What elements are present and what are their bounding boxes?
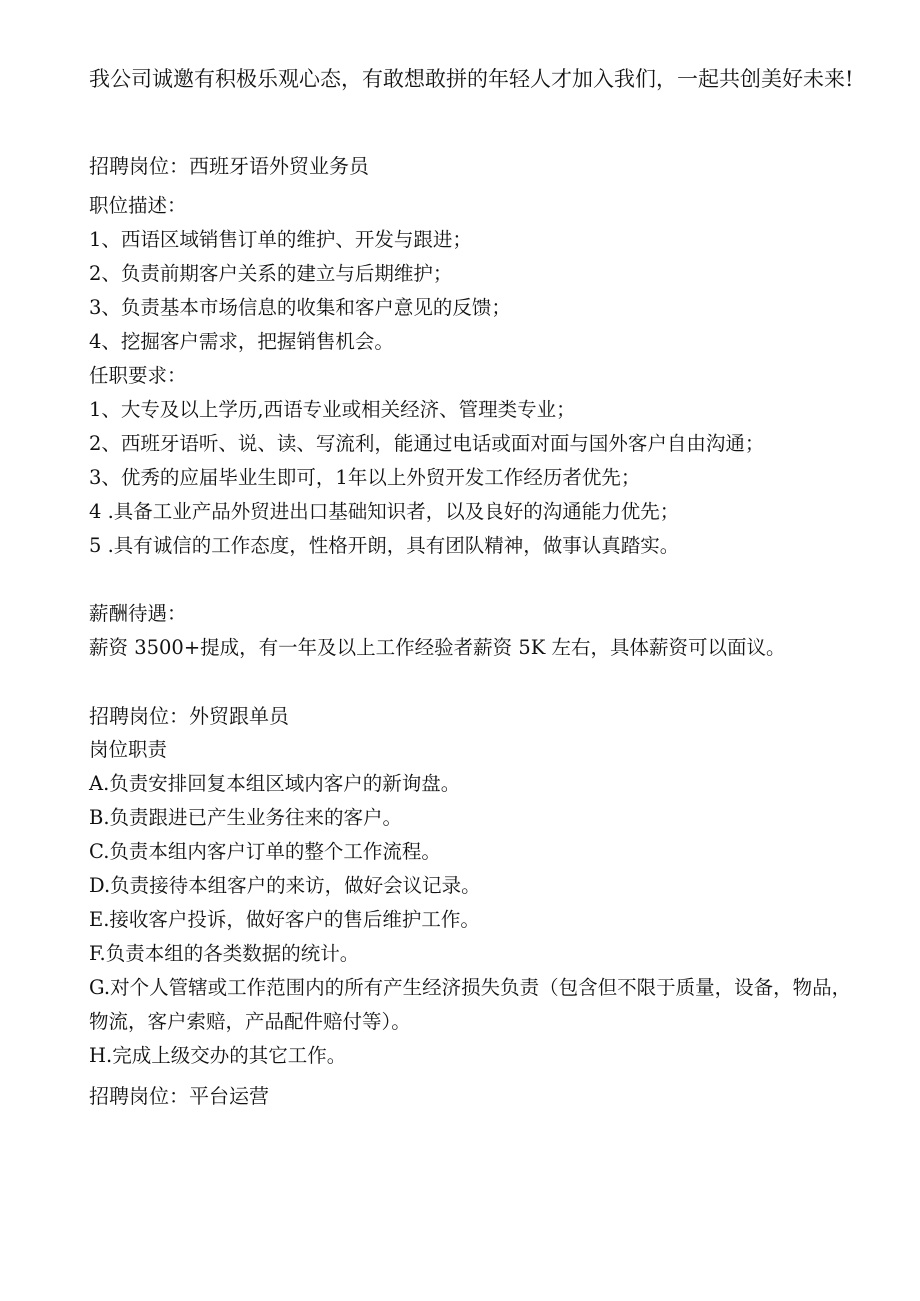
job1-req-item: 2、西班牙语听、说、读、写流利，能通过电话或面对面与国外客户自由沟通； (89, 432, 765, 455)
job2-duty-item: B.负责跟进已产生业务往来的客户。 (89, 806, 403, 829)
intro-paragraph: 我公司诚邀有积极乐观心态，有敢想敢拼的年轻人才加入我们，一起共创美好未来! (89, 67, 854, 91)
job1-req-item: 4 .具备工业产品外贸进出口基础知识者，以及良好的沟通能力优先； (89, 500, 680, 523)
job2-duty-item: F.负责本组的各类数据的统计。 (89, 942, 360, 965)
job1-req-heading: 任职要求： (89, 364, 187, 387)
job2-duty-item: H.完成上级交办的其它工作。 (89, 1044, 347, 1067)
job2-duty-item: A.负责安排回复本组区域内客户的新询盘。 (89, 772, 461, 795)
job1-desc-heading: 职位描述： (89, 194, 187, 217)
spacer (89, 97, 864, 149)
job1-salary-heading: 薪酬待遇： (89, 602, 187, 625)
job2-duty-item: D.负责接待本组客户的来访，做好会议记录。 (89, 874, 481, 897)
recruitment-document (89, 62, 864, 1113)
job1-req-item: 5 .具有诚信的工作态度，性格开朗，具有团队精神，做事认真踏实。 (89, 534, 680, 557)
job2-duty-item: E.接收客户投诉，做好客户的售后维护工作。 (89, 908, 480, 931)
job2-title: 招聘岗位：外贸跟单员 (89, 704, 289, 728)
job1-title: 招聘岗位：西班牙语外贸业务员 (89, 154, 369, 178)
job1-req-item: 3、优秀的应届毕业生即可，1年以上外贸开发工作经历者优先； (89, 466, 641, 489)
spacer (89, 665, 864, 699)
spacer (89, 563, 864, 597)
job2-duty-item: G.对个人管辖或工作范围内的所有产生经济损失负责（包含但不限于质量，设备，物品，物流，客户索赔，产品配件赔付等）。 (89, 976, 852, 1033)
job1-desc-item: 1、西语区域销售订单的维护、开发与跟进； (89, 228, 472, 251)
job1-desc-item: 4、挖掘客户需求，把握销售机会。 (89, 330, 394, 353)
job1-desc-item: 3、负责基本市场信息的收集和客户意见的反馈； (89, 296, 511, 319)
job2-duty-item: C.负责本组内客户订单的整个工作流程。 (89, 840, 441, 863)
job1-salary-text: 薪资 3500+提成，有一年及以上工作经验者薪资 5K 左右，具体薪资可以面议。 (89, 636, 786, 659)
job1-req-item: 1、大专及以上学历,西语专业或相关经济、管理类专业； (89, 398, 576, 421)
job2-duty-heading: 岗位职责 (89, 738, 168, 761)
job1-desc-item: 2、负责前期客户关系的建立与后期维护； (89, 262, 453, 285)
job3-title: 招聘岗位：平台运营 (89, 1084, 269, 1108)
